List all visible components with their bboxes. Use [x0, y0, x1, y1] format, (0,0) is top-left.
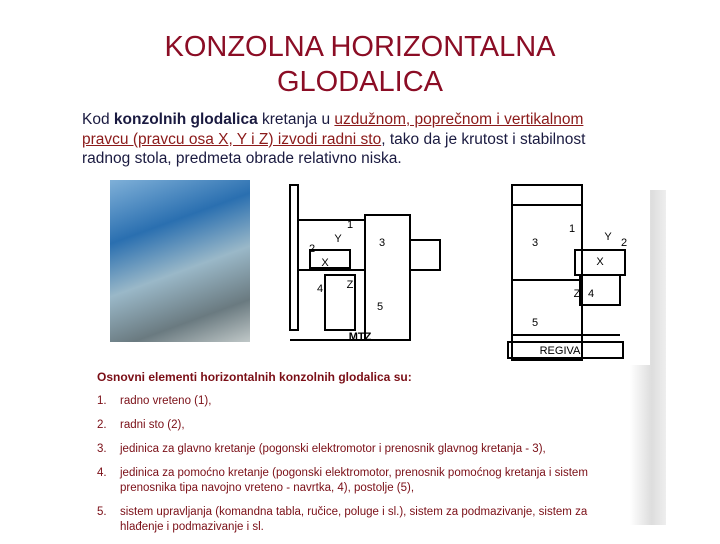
mark: 4 — [316, 283, 324, 295]
intro-text: kretanja u — [257, 111, 335, 128]
regiva-label: REGIVA — [539, 345, 581, 357]
intro-text: Kod — [82, 111, 114, 128]
mark: X — [596, 256, 604, 268]
intro-paragraph — [82, 110, 612, 169]
mark: Z — [346, 279, 354, 291]
mark: 5 — [376, 301, 384, 313]
mark: Y — [604, 231, 612, 243]
regiva-diagram — [500, 180, 650, 365]
item-text: sistem upravljanja (komandna tabla, ručice, poluge i sl.), sistem za podmazivanje, sistem za hlađenje i podmazivanje i sl. — [120, 506, 588, 533]
elements-list — [97, 370, 627, 544]
title-line-2: GLODALICA — [277, 66, 443, 98]
item-number: 5. — [97, 506, 107, 518]
list-item — [97, 394, 627, 409]
item-number: 2. — [97, 419, 107, 431]
mark: 5 — [531, 317, 539, 329]
item-number: 4. — [97, 467, 107, 479]
mtz-label: MTZ — [348, 331, 372, 343]
mark: 4 — [587, 288, 595, 300]
item-text: jedinica za glavno kretanje (pogonski elektromotor i prenosnik glavnog kretanja - 3), — [120, 443, 546, 455]
milling-machine-photo — [110, 180, 250, 342]
mark: Z — [573, 288, 581, 300]
item-number: 1. — [97, 395, 107, 407]
title-line-1: KONZOLNA HORIZONTALNA — [164, 31, 556, 63]
item-text: radno vreteno (1), — [120, 395, 212, 407]
slide-title — [0, 30, 720, 100]
mark: 2 — [308, 243, 316, 255]
mark: X — [321, 257, 329, 269]
mark: Y — [334, 233, 342, 245]
item-number: 3. — [97, 443, 107, 455]
list-item — [97, 466, 627, 496]
intro-text: , tako da je krutost i stabilnost radnog stola, predmeta obrade relativno niska. — [82, 130, 586, 167]
item-text: radni sto (2), — [120, 419, 185, 431]
mark: 1 — [346, 219, 354, 231]
list-item — [97, 505, 627, 535]
mark: 3 — [531, 237, 539, 249]
mark: 3 — [378, 237, 386, 249]
intro-underlined: uzdužnom, poprečnom i vertikalnom pravcu (pravcu osa X, Y i Z) izvodi radni sto — [82, 111, 584, 148]
item-text: jedinica za pomoćno kretanje (pogonski elektromotor, prenosnik pomoćnog kretanja i sistem prenosnika tipa navojno vreteno - navrtka, 4), postolje (5), — [120, 467, 588, 494]
list-item — [97, 442, 627, 457]
list-heading: Osnovni elementi horizontalnih konzolnih glodalica su: — [97, 370, 412, 384]
list-item — [97, 418, 627, 433]
intro-bold: konzolnih glodalica — [113, 111, 258, 128]
mtz-diagram — [270, 180, 500, 350]
mark: 2 — [620, 237, 628, 249]
mark: 1 — [568, 223, 576, 235]
